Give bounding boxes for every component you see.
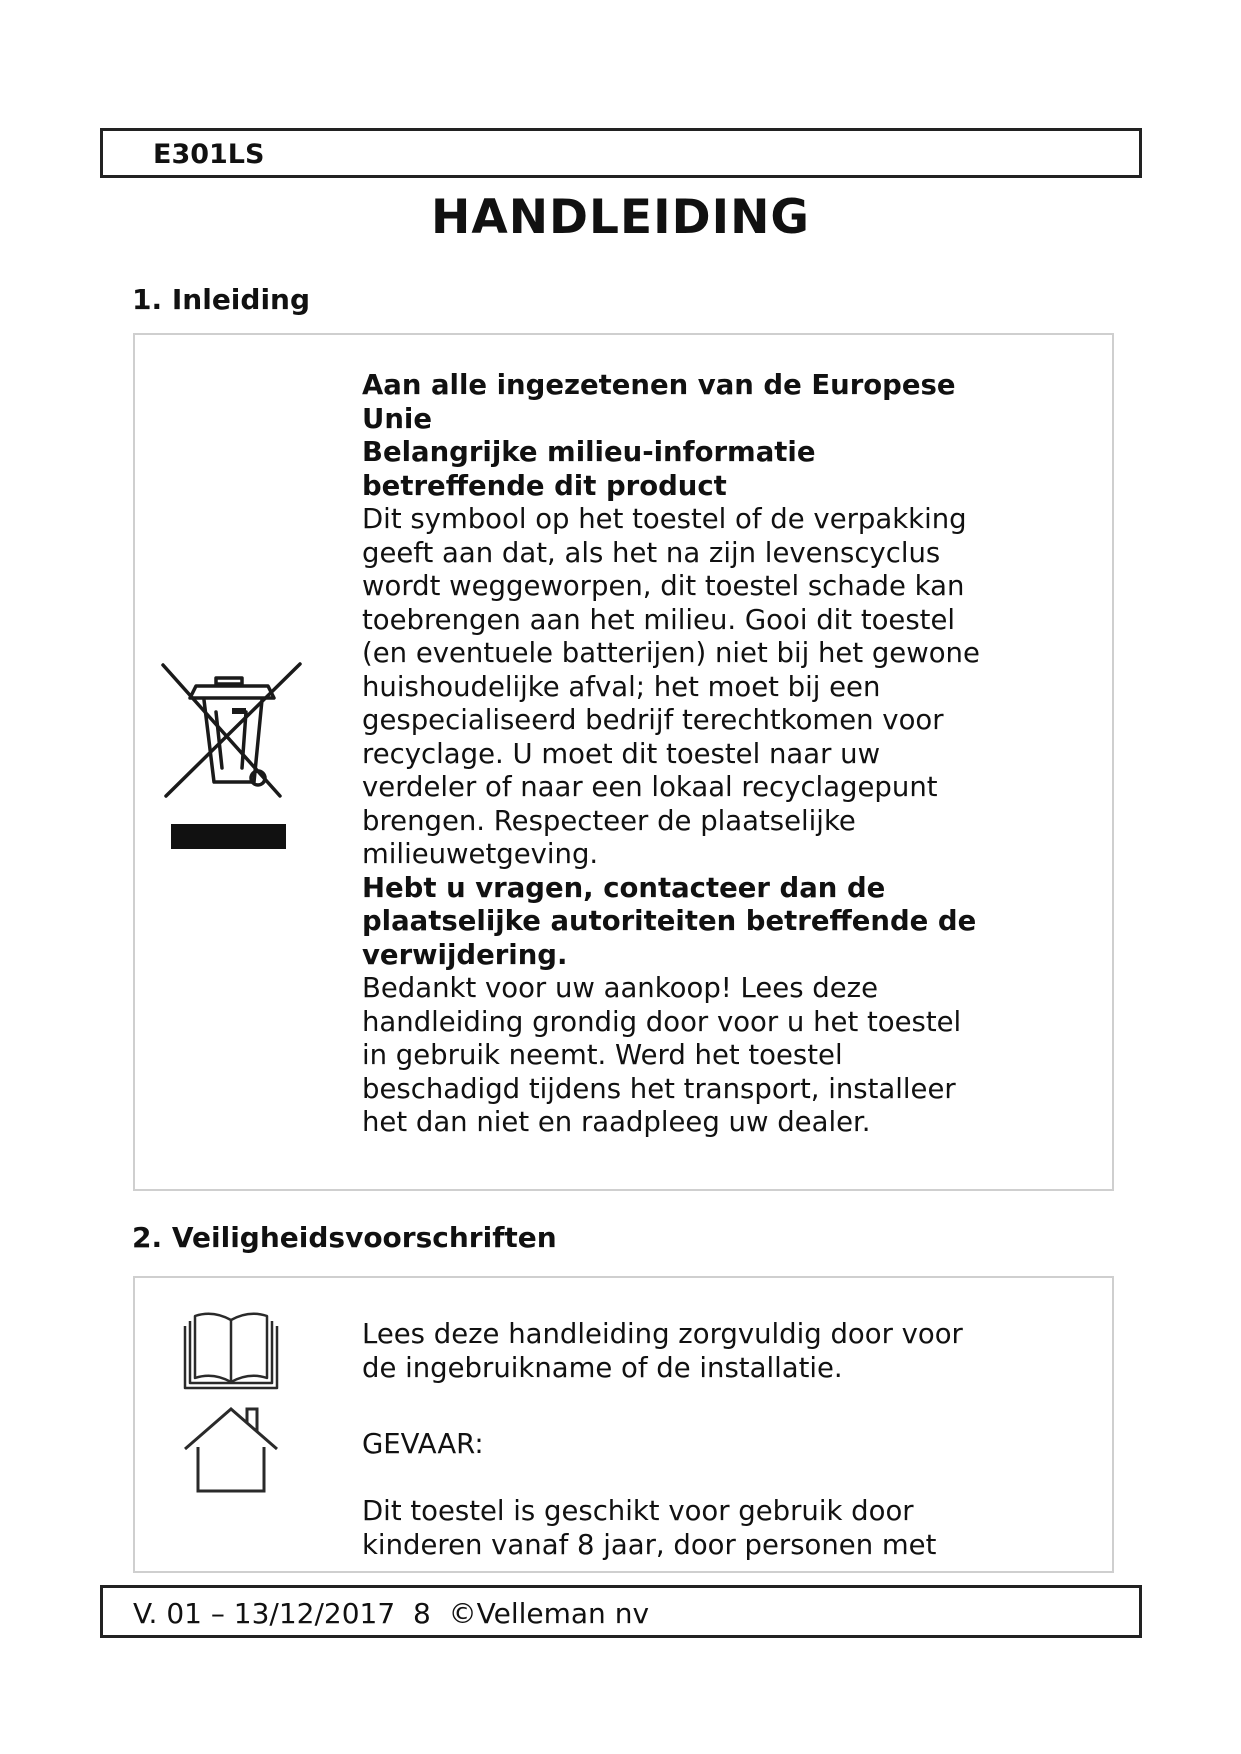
safety-item-read-manual bbox=[362, 1318, 992, 1385]
copyright: ©Velleman nv bbox=[448, 1597, 650, 1630]
disposal-instructions: Dit symbool op het toestel of de verpakking geeft aan dat, als het na zijn levenscyclus wordt weggeworpen, dit toestel schade kan toebrengen aan het milieu. Gooi dit toestel (en eventuele batterijen) niet bij het gewone huishoudelijke afval; het moet bij een gespecialiseerd bedrijf terechtkomen voor recyclage. U moet dit toestel naar uw verdeler of naar een lokaal recyclagepunt brengen. Respecteer de plaatselijke milieuwetgeving. bbox=[362, 503, 980, 870]
model-number: E301LS bbox=[153, 139, 265, 170]
footer-bar bbox=[100, 1585, 1142, 1638]
introduction-text bbox=[362, 369, 992, 1140]
read-manual-text: Lees deze handleiding zorgvuldig door voor de ingebruikname of de installatie. bbox=[362, 1318, 963, 1384]
children-use-text: Dit toestel is geschikt voor gebruik door kinderen vanaf 8 jaar, door personen met bbox=[362, 1495, 937, 1561]
safety-continuation bbox=[362, 1495, 992, 1562]
eu-residents-notice: Aan alle ingezetenen van de Europese Unie bbox=[362, 369, 956, 435]
environmental-info-heading: Belangrijke milieu-informatie betreffende dit product bbox=[362, 436, 816, 502]
house-icon bbox=[181, 1405, 281, 1495]
page-number: 8 bbox=[412, 1597, 431, 1630]
book-icon bbox=[181, 1310, 281, 1392]
safety-item-danger bbox=[362, 1428, 992, 1462]
weee-crossed-bin-icon bbox=[160, 660, 302, 860]
purchase-thanks-text: Bedankt voor uw aankoop! Lees deze handleiding grondig door voor u het toestel in gebruik neemt. Werd het toestel beschadigd tijdens het transport, installeer het dan niet en raadpleeg uw dealer. bbox=[362, 972, 962, 1138]
model-header-bar bbox=[100, 128, 1142, 178]
document-title: HANDLEIDING bbox=[430, 190, 810, 245]
footer-text bbox=[133, 1597, 649, 1630]
version-date: V. 01 – 13/12/2017 bbox=[133, 1597, 396, 1630]
section-heading-safety: 2. Veiligheidsvoorschriften bbox=[132, 1221, 557, 1254]
section-heading-introduction: 1. Inleiding bbox=[132, 283, 311, 316]
contact-authorities-note: Hebt u vragen, contacteer dan de plaatselijke autoriteiten betreffende de verwijdering. bbox=[362, 871, 977, 971]
danger-label: GEVAAR: bbox=[362, 1428, 484, 1460]
